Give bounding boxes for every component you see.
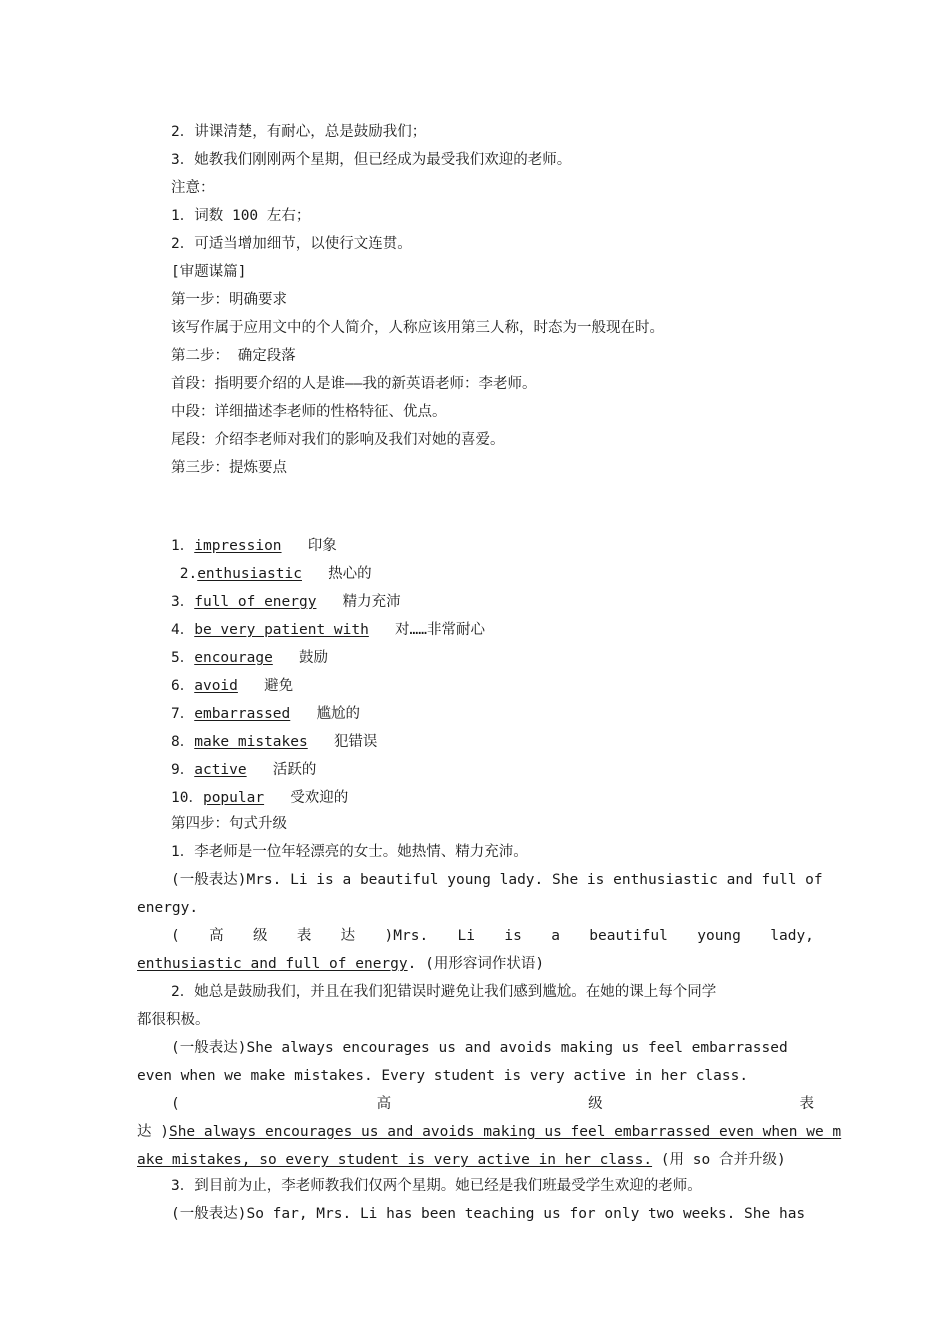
sentence2-general-cont: even when we make mistakes. Every student is very active in her class. xyxy=(137,1068,749,1084)
step2-title: 第二步： 确定段落 xyxy=(171,348,296,364)
vocab-num: 5． xyxy=(171,650,195,666)
word: a xyxy=(551,928,560,944)
vocab-zh: 印象 xyxy=(307,538,337,554)
note-1: 1．词数 100 左右； xyxy=(171,208,311,224)
word: beautiful xyxy=(589,928,668,944)
vocab-en: avoid xyxy=(194,678,238,694)
vocab-num: 4． xyxy=(171,622,195,638)
word: 高 xyxy=(209,928,224,944)
word: is xyxy=(504,928,522,944)
sentence1-advanced-cont xyxy=(137,954,544,974)
vocab-zh: 尴尬的 xyxy=(316,706,360,722)
vocab-zh: 活跃的 xyxy=(272,762,317,778)
vocab-num: 6． xyxy=(171,678,195,694)
sentence1-general: (一般表达)Mrs. Li is a beautiful young lady. She is enthusiastic and full of xyxy=(171,872,823,888)
requirement-2: 2．讲课清楚，有耐心，总是鼓励我们； xyxy=(171,124,427,140)
word: 达 xyxy=(340,928,356,944)
step3-title: 第三步：提炼要点 xyxy=(171,460,287,476)
vocab-zh: 热心的 xyxy=(328,566,372,582)
requirement-3: 3．她教我们刚刚两个星期，但已经成为最受我们欢迎的老师。 xyxy=(171,152,572,168)
answer-underlined: enthusiastic and full of energy xyxy=(137,956,408,972)
step1-text: 该写作属于应用文中的个人简介，人称应该用第三人称，时态为一般现在时。 xyxy=(171,320,664,336)
word: 高 xyxy=(376,1096,392,1112)
word: ( xyxy=(171,928,180,944)
vocab-zh: 避免 xyxy=(264,678,294,694)
step4-title: 第四步：句式升级 xyxy=(171,816,287,832)
sentence3-chinese: 3．到目前为止，李老师教我们仅两个星期。她已经是我们班最受学生欢迎的老师。 xyxy=(171,1178,702,1194)
vocab-en: impression xyxy=(194,538,282,554)
answer-underlined: She always encourages us and avoids making us feel embarrassed even when we m xyxy=(168,1124,842,1140)
answer-note: (用 so 合并升级) xyxy=(652,1152,786,1168)
step1-title: 第一步：明确要求 xyxy=(171,292,287,308)
vocab-num: 7． xyxy=(171,706,195,722)
vocab-en: full of energy xyxy=(194,594,317,610)
note-2: 2．可适当增加细节，以使行文连贯。 xyxy=(171,236,412,252)
vocab-en: embarrassed xyxy=(194,706,291,722)
sentence2-advanced xyxy=(171,1094,814,1114)
vocab-item xyxy=(171,732,377,752)
vocab-zh: 对……非常耐心 xyxy=(395,622,486,638)
word: Li xyxy=(457,928,476,944)
vocab-zh: 受欢迎的 xyxy=(290,790,349,806)
step2-item-last: 尾段：介绍李老师对我们的影响及我们对她的喜爱。 xyxy=(171,432,505,448)
sentence1-general-cont: energy. xyxy=(137,900,199,916)
vocab-item xyxy=(171,648,328,668)
sentence2-advanced-cont2 xyxy=(137,1150,786,1170)
word: 级 xyxy=(252,928,268,944)
step2-item-first: 首段：指明要介绍的人是谁——我的新英语老师：李老师。 xyxy=(171,376,537,392)
vocab-num: 10． xyxy=(171,790,203,806)
section-title: [审题谋篇] xyxy=(171,264,247,280)
vocab-item xyxy=(171,564,372,584)
vocab-item xyxy=(171,704,360,724)
vocab-num: 3． xyxy=(171,594,195,610)
vocab-num: 2. xyxy=(171,566,198,582)
answer-underlined: ake mistakes, so every student is very active in her class. xyxy=(137,1152,653,1168)
answer-note: . (用形容词作状语) xyxy=(407,956,545,972)
vocab-item xyxy=(171,676,293,696)
vocab-item xyxy=(171,592,401,612)
vocab-item xyxy=(171,620,485,640)
sentence2-advanced-cont xyxy=(137,1122,841,1142)
vocab-item xyxy=(171,788,348,808)
word: young xyxy=(697,928,741,944)
vocab-zh: 犯错误 xyxy=(333,734,378,750)
word: 级 xyxy=(588,1096,603,1112)
sentence2-chinese-cont: 都很积极。 xyxy=(137,1012,210,1028)
vocab-en: active xyxy=(194,762,247,778)
sentence2-chinese: 2．她总是鼓励我们，并且在我们犯错误时避免让我们感到尴尬。在她的课上每个同学 xyxy=(171,984,717,1000)
vocab-en: be very patient with xyxy=(194,622,369,638)
sentence1-advanced xyxy=(171,926,814,946)
vocab-item xyxy=(171,536,337,556)
vocab-num: 9． xyxy=(171,762,195,778)
sentence1-chinese: 1．李老师是一位年轻漂亮的女士。她热情、精力充沛。 xyxy=(171,844,528,860)
vocab-item xyxy=(171,760,316,780)
vocab-zh: 鼓励 xyxy=(299,650,329,666)
word: )Mrs. xyxy=(384,928,429,944)
vocab-en: make mistakes xyxy=(194,734,308,750)
vocab-en: encourage xyxy=(194,650,273,666)
answer-prefix: 达 ) xyxy=(137,1124,169,1140)
word: 表 xyxy=(799,1096,814,1112)
word: 表 xyxy=(296,928,312,944)
word: ( xyxy=(171,1096,180,1112)
vocab-num: 8． xyxy=(171,734,195,750)
sentence2-general: (一般表达)She always encourages us and avoids making us feel embarrassed xyxy=(171,1040,788,1056)
notes-heading: 注意： xyxy=(171,180,215,196)
vocab-num: 1． xyxy=(171,538,195,554)
vocab-en: popular xyxy=(202,790,265,806)
step2-item-middle: 中段：详细描述李老师的性格特征、优点。 xyxy=(171,404,447,420)
vocab-zh: 精力充沛 xyxy=(342,594,401,610)
sentence3-general: (一般表达)So far, Mrs. Li has been teaching us for only two weeks. She has xyxy=(171,1206,806,1222)
word: lady, xyxy=(770,928,814,944)
vocab-en: enthusiastic xyxy=(197,566,302,582)
